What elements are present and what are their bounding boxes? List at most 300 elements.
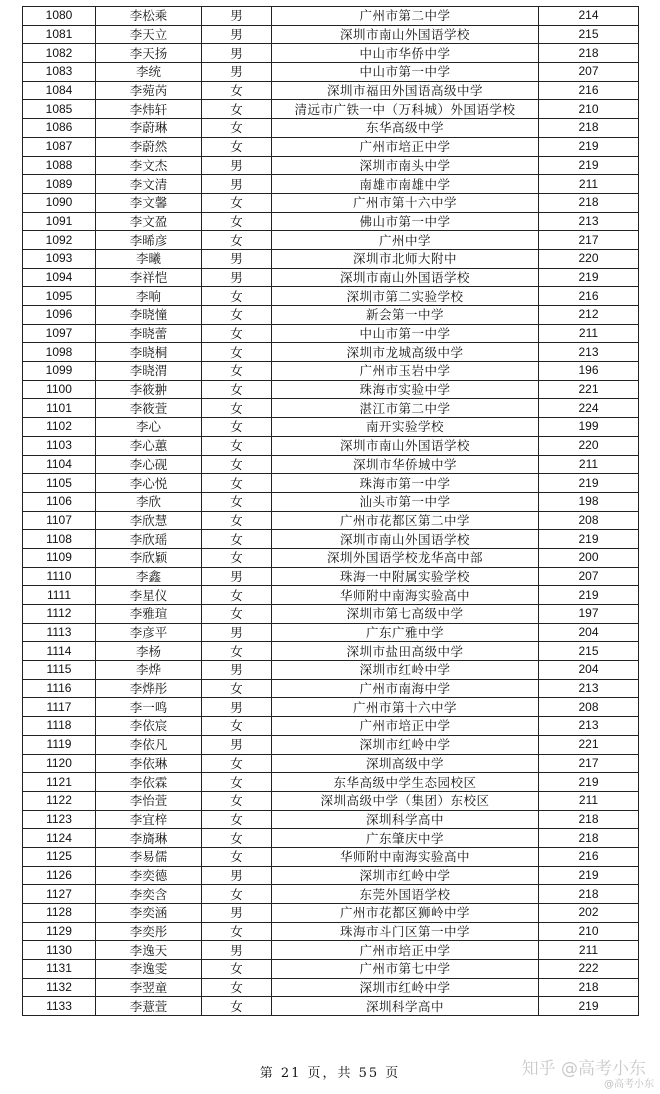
table-row — [23, 960, 639, 979]
cell-score: 218 — [539, 978, 639, 997]
cell-number: 1131 — [23, 960, 96, 979]
cell-name: 李彦平 — [96, 623, 202, 642]
table-row — [23, 100, 639, 119]
table-row — [23, 754, 639, 773]
cell-school: 广州中学 — [272, 231, 539, 250]
cell-score: 221 — [539, 380, 639, 399]
watermark-subtext: @高考小东 — [604, 1079, 654, 1090]
table-row — [23, 268, 639, 287]
cell-gender: 女 — [202, 885, 272, 904]
cell-gender: 女 — [202, 100, 272, 119]
cell-name: 李翌童 — [96, 978, 202, 997]
cell-name: 李晓蕾 — [96, 324, 202, 343]
cell-school: 深圳市盐田高级中学 — [272, 642, 539, 661]
cell-number: 1112 — [23, 605, 96, 624]
cell-number: 1113 — [23, 623, 96, 642]
table-row — [23, 380, 639, 399]
cell-gender: 女 — [202, 511, 272, 530]
cell-number: 1122 — [23, 791, 96, 810]
cell-name: 李杨 — [96, 642, 202, 661]
cell-gender: 女 — [202, 642, 272, 661]
cell-number: 1094 — [23, 268, 96, 287]
cell-school: 华师附中南海实验高中 — [272, 586, 539, 605]
cell-name: 李晓憧 — [96, 306, 202, 325]
cell-gender: 女 — [202, 343, 272, 362]
cell-school: 深圳市第七高级中学 — [272, 605, 539, 624]
cell-name: 李鑫 — [96, 567, 202, 586]
cell-school: 深圳市福田外国语高级中学 — [272, 81, 539, 100]
table-row — [23, 175, 639, 194]
cell-gender: 女 — [202, 829, 272, 848]
cell-score: 220 — [539, 436, 639, 455]
cell-score: 219 — [539, 997, 639, 1016]
cell-number: 1108 — [23, 530, 96, 549]
cell-name: 李星仪 — [96, 586, 202, 605]
cell-number: 1111 — [23, 586, 96, 605]
table-row — [23, 474, 639, 493]
cell-name: 李文馨 — [96, 193, 202, 212]
table-row — [23, 455, 639, 474]
cell-name: 李祥恺 — [96, 268, 202, 287]
cell-school: 深圳市北师大附中 — [272, 249, 539, 268]
admission-list-table — [22, 6, 639, 1016]
cell-gender: 男 — [202, 63, 272, 82]
table-row — [23, 287, 639, 306]
cell-gender: 女 — [202, 530, 272, 549]
cell-school: 广州市培正中学 — [272, 137, 539, 156]
cell-gender: 女 — [202, 193, 272, 212]
cell-number: 1092 — [23, 231, 96, 250]
cell-name: 李烨彤 — [96, 679, 202, 698]
cell-number: 1125 — [23, 847, 96, 866]
cell-school: 深圳市南山外国语学校 — [272, 25, 539, 44]
table-row — [23, 922, 639, 941]
cell-school: 广州市南海中学 — [272, 679, 539, 698]
cell-school: 东莞外国语学校 — [272, 885, 539, 904]
cell-gender: 女 — [202, 287, 272, 306]
cell-school: 广州市第十六中学 — [272, 698, 539, 717]
cell-school: 珠海市斗门区第一中学 — [272, 922, 539, 941]
cell-score: 211 — [539, 455, 639, 474]
table-row — [23, 249, 639, 268]
cell-gender: 女 — [202, 586, 272, 605]
table-row — [23, 418, 639, 437]
cell-name: 李逸天 — [96, 941, 202, 960]
cell-number: 1116 — [23, 679, 96, 698]
cell-score: 208 — [539, 698, 639, 717]
table-row — [23, 511, 639, 530]
cell-gender: 男 — [202, 268, 272, 287]
cell-gender: 男 — [202, 735, 272, 754]
cell-number: 1089 — [23, 175, 96, 194]
cell-score: 217 — [539, 754, 639, 773]
cell-gender: 女 — [202, 922, 272, 941]
cell-name: 李晓桐 — [96, 343, 202, 362]
table-row — [23, 810, 639, 829]
table-row — [23, 997, 639, 1016]
cell-gender: 男 — [202, 175, 272, 194]
cell-name: 李旖琳 — [96, 829, 202, 848]
cell-gender: 女 — [202, 810, 272, 829]
cell-score: 199 — [539, 418, 639, 437]
cell-score: 216 — [539, 81, 639, 100]
cell-number: 1133 — [23, 997, 96, 1016]
cell-school: 深圳科学高中 — [272, 997, 539, 1016]
table-row — [23, 698, 639, 717]
table-row — [23, 829, 639, 848]
cell-school: 广州市培正中学 — [272, 941, 539, 960]
table-row — [23, 978, 639, 997]
cell-name: 李易儒 — [96, 847, 202, 866]
cell-gender: 女 — [202, 399, 272, 418]
cell-gender: 女 — [202, 137, 272, 156]
table-row — [23, 885, 639, 904]
cell-score: 202 — [539, 904, 639, 923]
cell-score: 212 — [539, 306, 639, 325]
table-row — [23, 904, 639, 923]
cell-school: 广东广雅中学 — [272, 623, 539, 642]
table-row — [23, 399, 639, 418]
table-row — [23, 586, 639, 605]
cell-score: 213 — [539, 717, 639, 736]
cell-school: 深圳市红岭中学 — [272, 661, 539, 680]
cell-school: 深圳市南山外国语学校 — [272, 268, 539, 287]
cell-name: 李晞彦 — [96, 231, 202, 250]
table-row — [23, 25, 639, 44]
table-row — [23, 791, 639, 810]
cell-name: 李蔚然 — [96, 137, 202, 156]
cell-name: 李欣瑶 — [96, 530, 202, 549]
table-row — [23, 212, 639, 231]
cell-school: 深圳高级中学（集团）东校区 — [272, 791, 539, 810]
cell-score: 219 — [539, 268, 639, 287]
cell-school: 东华高级中学生态园校区 — [272, 773, 539, 792]
cell-school: 东华高级中学 — [272, 119, 539, 138]
cell-gender: 男 — [202, 44, 272, 63]
table-row — [23, 642, 639, 661]
cell-name: 李薏萱 — [96, 997, 202, 1016]
cell-name: 李心 — [96, 418, 202, 437]
cell-name: 李欣 — [96, 492, 202, 511]
table-row — [23, 773, 639, 792]
cell-name: 李依琳 — [96, 754, 202, 773]
cell-gender: 男 — [202, 25, 272, 44]
cell-number: 1110 — [23, 567, 96, 586]
cell-gender: 男 — [202, 623, 272, 642]
table-row — [23, 492, 639, 511]
table-row — [23, 63, 639, 82]
table-row — [23, 362, 639, 381]
cell-school: 新会第一中学 — [272, 306, 539, 325]
cell-score: 220 — [539, 249, 639, 268]
cell-number: 1081 — [23, 25, 96, 44]
cell-school: 珠海市第一中学 — [272, 474, 539, 493]
cell-number: 1109 — [23, 548, 96, 567]
cell-number: 1128 — [23, 904, 96, 923]
cell-gender: 女 — [202, 474, 272, 493]
cell-gender: 男 — [202, 249, 272, 268]
cell-score: 204 — [539, 623, 639, 642]
cell-number: 1097 — [23, 324, 96, 343]
cell-gender: 女 — [202, 455, 272, 474]
cell-score: 211 — [539, 791, 639, 810]
cell-score: 219 — [539, 586, 639, 605]
cell-gender: 女 — [202, 548, 272, 567]
table-row — [23, 119, 639, 138]
cell-name: 李心砚 — [96, 455, 202, 474]
table-row — [23, 7, 639, 26]
cell-score: 213 — [539, 679, 639, 698]
table-row — [23, 941, 639, 960]
cell-name: 李筱翀 — [96, 380, 202, 399]
cell-school: 深圳市红岭中学 — [272, 978, 539, 997]
cell-school: 深圳科学高中 — [272, 810, 539, 829]
cell-gender: 女 — [202, 960, 272, 979]
cell-school: 深圳市红岭中学 — [272, 866, 539, 885]
cell-school: 深圳外国语学校龙华高中部 — [272, 548, 539, 567]
cell-gender: 女 — [202, 978, 272, 997]
cell-name: 李宜梓 — [96, 810, 202, 829]
cell-number: 1123 — [23, 810, 96, 829]
cell-name: 李怡萱 — [96, 791, 202, 810]
cell-number: 1100 — [23, 380, 96, 399]
cell-name: 李蔚琳 — [96, 119, 202, 138]
cell-number: 1095 — [23, 287, 96, 306]
cell-score: 219 — [539, 474, 639, 493]
cell-gender: 男 — [202, 941, 272, 960]
cell-score: 217 — [539, 231, 639, 250]
cell-number: 1087 — [23, 137, 96, 156]
cell-score: 219 — [539, 137, 639, 156]
cell-name: 李文杰 — [96, 156, 202, 175]
cell-number: 1103 — [23, 436, 96, 455]
cell-score: 218 — [539, 885, 639, 904]
cell-number: 1086 — [23, 119, 96, 138]
cell-score: 197 — [539, 605, 639, 624]
cell-school: 深圳市南头中学 — [272, 156, 539, 175]
cell-score: 222 — [539, 960, 639, 979]
table-row — [23, 231, 639, 250]
cell-gender: 女 — [202, 791, 272, 810]
cell-gender: 男 — [202, 156, 272, 175]
cell-score: 214 — [539, 7, 639, 26]
table-row — [23, 567, 639, 586]
table-row — [23, 661, 639, 680]
cell-school: 广州市花都区狮岭中学 — [272, 904, 539, 923]
cell-name: 李奕涵 — [96, 904, 202, 923]
cell-school: 深圳市龙城高级中学 — [272, 343, 539, 362]
cell-gender: 女 — [202, 847, 272, 866]
cell-school: 中山市华侨中学 — [272, 44, 539, 63]
cell-gender: 女 — [202, 119, 272, 138]
table-row — [23, 605, 639, 624]
cell-number: 1104 — [23, 455, 96, 474]
cell-gender: 女 — [202, 605, 272, 624]
cell-name: 李统 — [96, 63, 202, 82]
cell-number: 1091 — [23, 212, 96, 231]
cell-number: 1096 — [23, 306, 96, 325]
table-row — [23, 324, 639, 343]
cell-school: 清远市广铁一中（万科城）外国语学校 — [272, 100, 539, 119]
cell-name: 李松乘 — [96, 7, 202, 26]
cell-school: 广州市第二中学 — [272, 7, 539, 26]
table-row — [23, 306, 639, 325]
cell-number: 1083 — [23, 63, 96, 82]
cell-school: 广州市培正中学 — [272, 717, 539, 736]
cell-number: 1084 — [23, 81, 96, 100]
cell-number: 1121 — [23, 773, 96, 792]
cell-score: 210 — [539, 100, 639, 119]
cell-score: 219 — [539, 530, 639, 549]
cell-gender: 女 — [202, 436, 272, 455]
cell-school: 深圳市第二实验学校 — [272, 287, 539, 306]
cell-score: 218 — [539, 119, 639, 138]
table-row — [23, 847, 639, 866]
table-row — [23, 156, 639, 175]
page-number-footer: 第 21 页，共 55 页 — [259, 1066, 401, 1081]
cell-school: 汕头市第一中学 — [272, 492, 539, 511]
cell-name: 李响 — [96, 287, 202, 306]
cell-name: 李炜轩 — [96, 100, 202, 119]
cell-number: 1130 — [23, 941, 96, 960]
cell-number: 1126 — [23, 866, 96, 885]
cell-number: 1132 — [23, 978, 96, 997]
cell-number: 1107 — [23, 511, 96, 530]
cell-score: 213 — [539, 343, 639, 362]
cell-school: 中山市第一中学 — [272, 63, 539, 82]
cell-score: 221 — [539, 735, 639, 754]
cell-school: 广州市第七中学 — [272, 960, 539, 979]
cell-name: 李欣慧 — [96, 511, 202, 530]
cell-name: 李菀芮 — [96, 81, 202, 100]
cell-score: 215 — [539, 642, 639, 661]
cell-name: 李心悦 — [96, 474, 202, 493]
cell-school: 深圳市华侨城中学 — [272, 455, 539, 474]
cell-number: 1080 — [23, 7, 96, 26]
cell-score: 224 — [539, 399, 639, 418]
cell-name: 李筱萱 — [96, 399, 202, 418]
cell-gender: 女 — [202, 717, 272, 736]
cell-school: 南雄市南雄中学 — [272, 175, 539, 194]
table-body — [23, 7, 639, 1016]
cell-name: 李曦 — [96, 249, 202, 268]
cell-school: 佛山市第一中学 — [272, 212, 539, 231]
cell-school: 湛江市第二中学 — [272, 399, 539, 418]
cell-name: 李文清 — [96, 175, 202, 194]
cell-score: 204 — [539, 661, 639, 680]
cell-name: 李依宸 — [96, 717, 202, 736]
cell-gender: 男 — [202, 567, 272, 586]
cell-score: 198 — [539, 492, 639, 511]
table-row — [23, 81, 639, 100]
cell-score: 218 — [539, 193, 639, 212]
cell-name: 李奕含 — [96, 885, 202, 904]
table-row — [23, 548, 639, 567]
cell-name: 李逸雯 — [96, 960, 202, 979]
cell-name: 李心蕙 — [96, 436, 202, 455]
cell-gender: 女 — [202, 324, 272, 343]
cell-name: 李奕彤 — [96, 922, 202, 941]
cell-gender: 男 — [202, 866, 272, 885]
cell-number: 1105 — [23, 474, 96, 493]
cell-score: 207 — [539, 63, 639, 82]
watermark-text: 知乎 @高考小东 — [521, 1059, 646, 1079]
cell-school: 广州市玉岩中学 — [272, 362, 539, 381]
cell-score: 208 — [539, 511, 639, 530]
cell-number: 1098 — [23, 343, 96, 362]
cell-school: 深圳市南山外国语学校 — [272, 530, 539, 549]
cell-number: 1099 — [23, 362, 96, 381]
cell-score: 211 — [539, 324, 639, 343]
cell-number: 1102 — [23, 418, 96, 437]
cell-score: 216 — [539, 287, 639, 306]
cell-number: 1114 — [23, 642, 96, 661]
cell-school: 广州市第十六中学 — [272, 193, 539, 212]
cell-number: 1120 — [23, 754, 96, 773]
cell-score: 200 — [539, 548, 639, 567]
cell-score: 207 — [539, 567, 639, 586]
cell-score: 215 — [539, 25, 639, 44]
cell-school: 中山市第一中学 — [272, 324, 539, 343]
cell-number: 1101 — [23, 399, 96, 418]
table-row — [23, 44, 639, 63]
cell-number: 1115 — [23, 661, 96, 680]
cell-score: 213 — [539, 212, 639, 231]
cell-name: 李欣颖 — [96, 548, 202, 567]
cell-number: 1090 — [23, 193, 96, 212]
cell-name: 李依霖 — [96, 773, 202, 792]
table-row — [23, 679, 639, 698]
table-row — [23, 866, 639, 885]
table-row — [23, 193, 639, 212]
table-row — [23, 735, 639, 754]
table-row — [23, 530, 639, 549]
cell-school: 深圳市红岭中学 — [272, 735, 539, 754]
table-row — [23, 623, 639, 642]
cell-name: 李烨 — [96, 661, 202, 680]
cell-number: 1088 — [23, 156, 96, 175]
cell-number: 1129 — [23, 922, 96, 941]
cell-score: 211 — [539, 941, 639, 960]
cell-number: 1119 — [23, 735, 96, 754]
cell-gender: 女 — [202, 231, 272, 250]
cell-gender: 男 — [202, 661, 272, 680]
cell-name: 李晓渭 — [96, 362, 202, 381]
cell-gender: 女 — [202, 754, 272, 773]
cell-school: 深圳市南山外国语学校 — [272, 436, 539, 455]
cell-school: 珠海市实验中学 — [272, 380, 539, 399]
cell-number: 1093 — [23, 249, 96, 268]
cell-gender: 女 — [202, 997, 272, 1016]
table-row — [23, 436, 639, 455]
cell-name: 李天立 — [96, 25, 202, 44]
cell-score: 218 — [539, 829, 639, 848]
cell-score: 210 — [539, 922, 639, 941]
cell-number: 1106 — [23, 492, 96, 511]
cell-school: 华师附中南海实验高中 — [272, 847, 539, 866]
cell-gender: 女 — [202, 212, 272, 231]
cell-gender: 女 — [202, 679, 272, 698]
cell-score: 218 — [539, 810, 639, 829]
cell-score: 219 — [539, 156, 639, 175]
table-row — [23, 343, 639, 362]
cell-gender: 男 — [202, 904, 272, 923]
cell-school: 深圳高级中学 — [272, 754, 539, 773]
cell-number: 1118 — [23, 717, 96, 736]
cell-name: 李依凡 — [96, 735, 202, 754]
cell-name: 李天扬 — [96, 44, 202, 63]
cell-school: 广东肇庆中学 — [272, 829, 539, 848]
